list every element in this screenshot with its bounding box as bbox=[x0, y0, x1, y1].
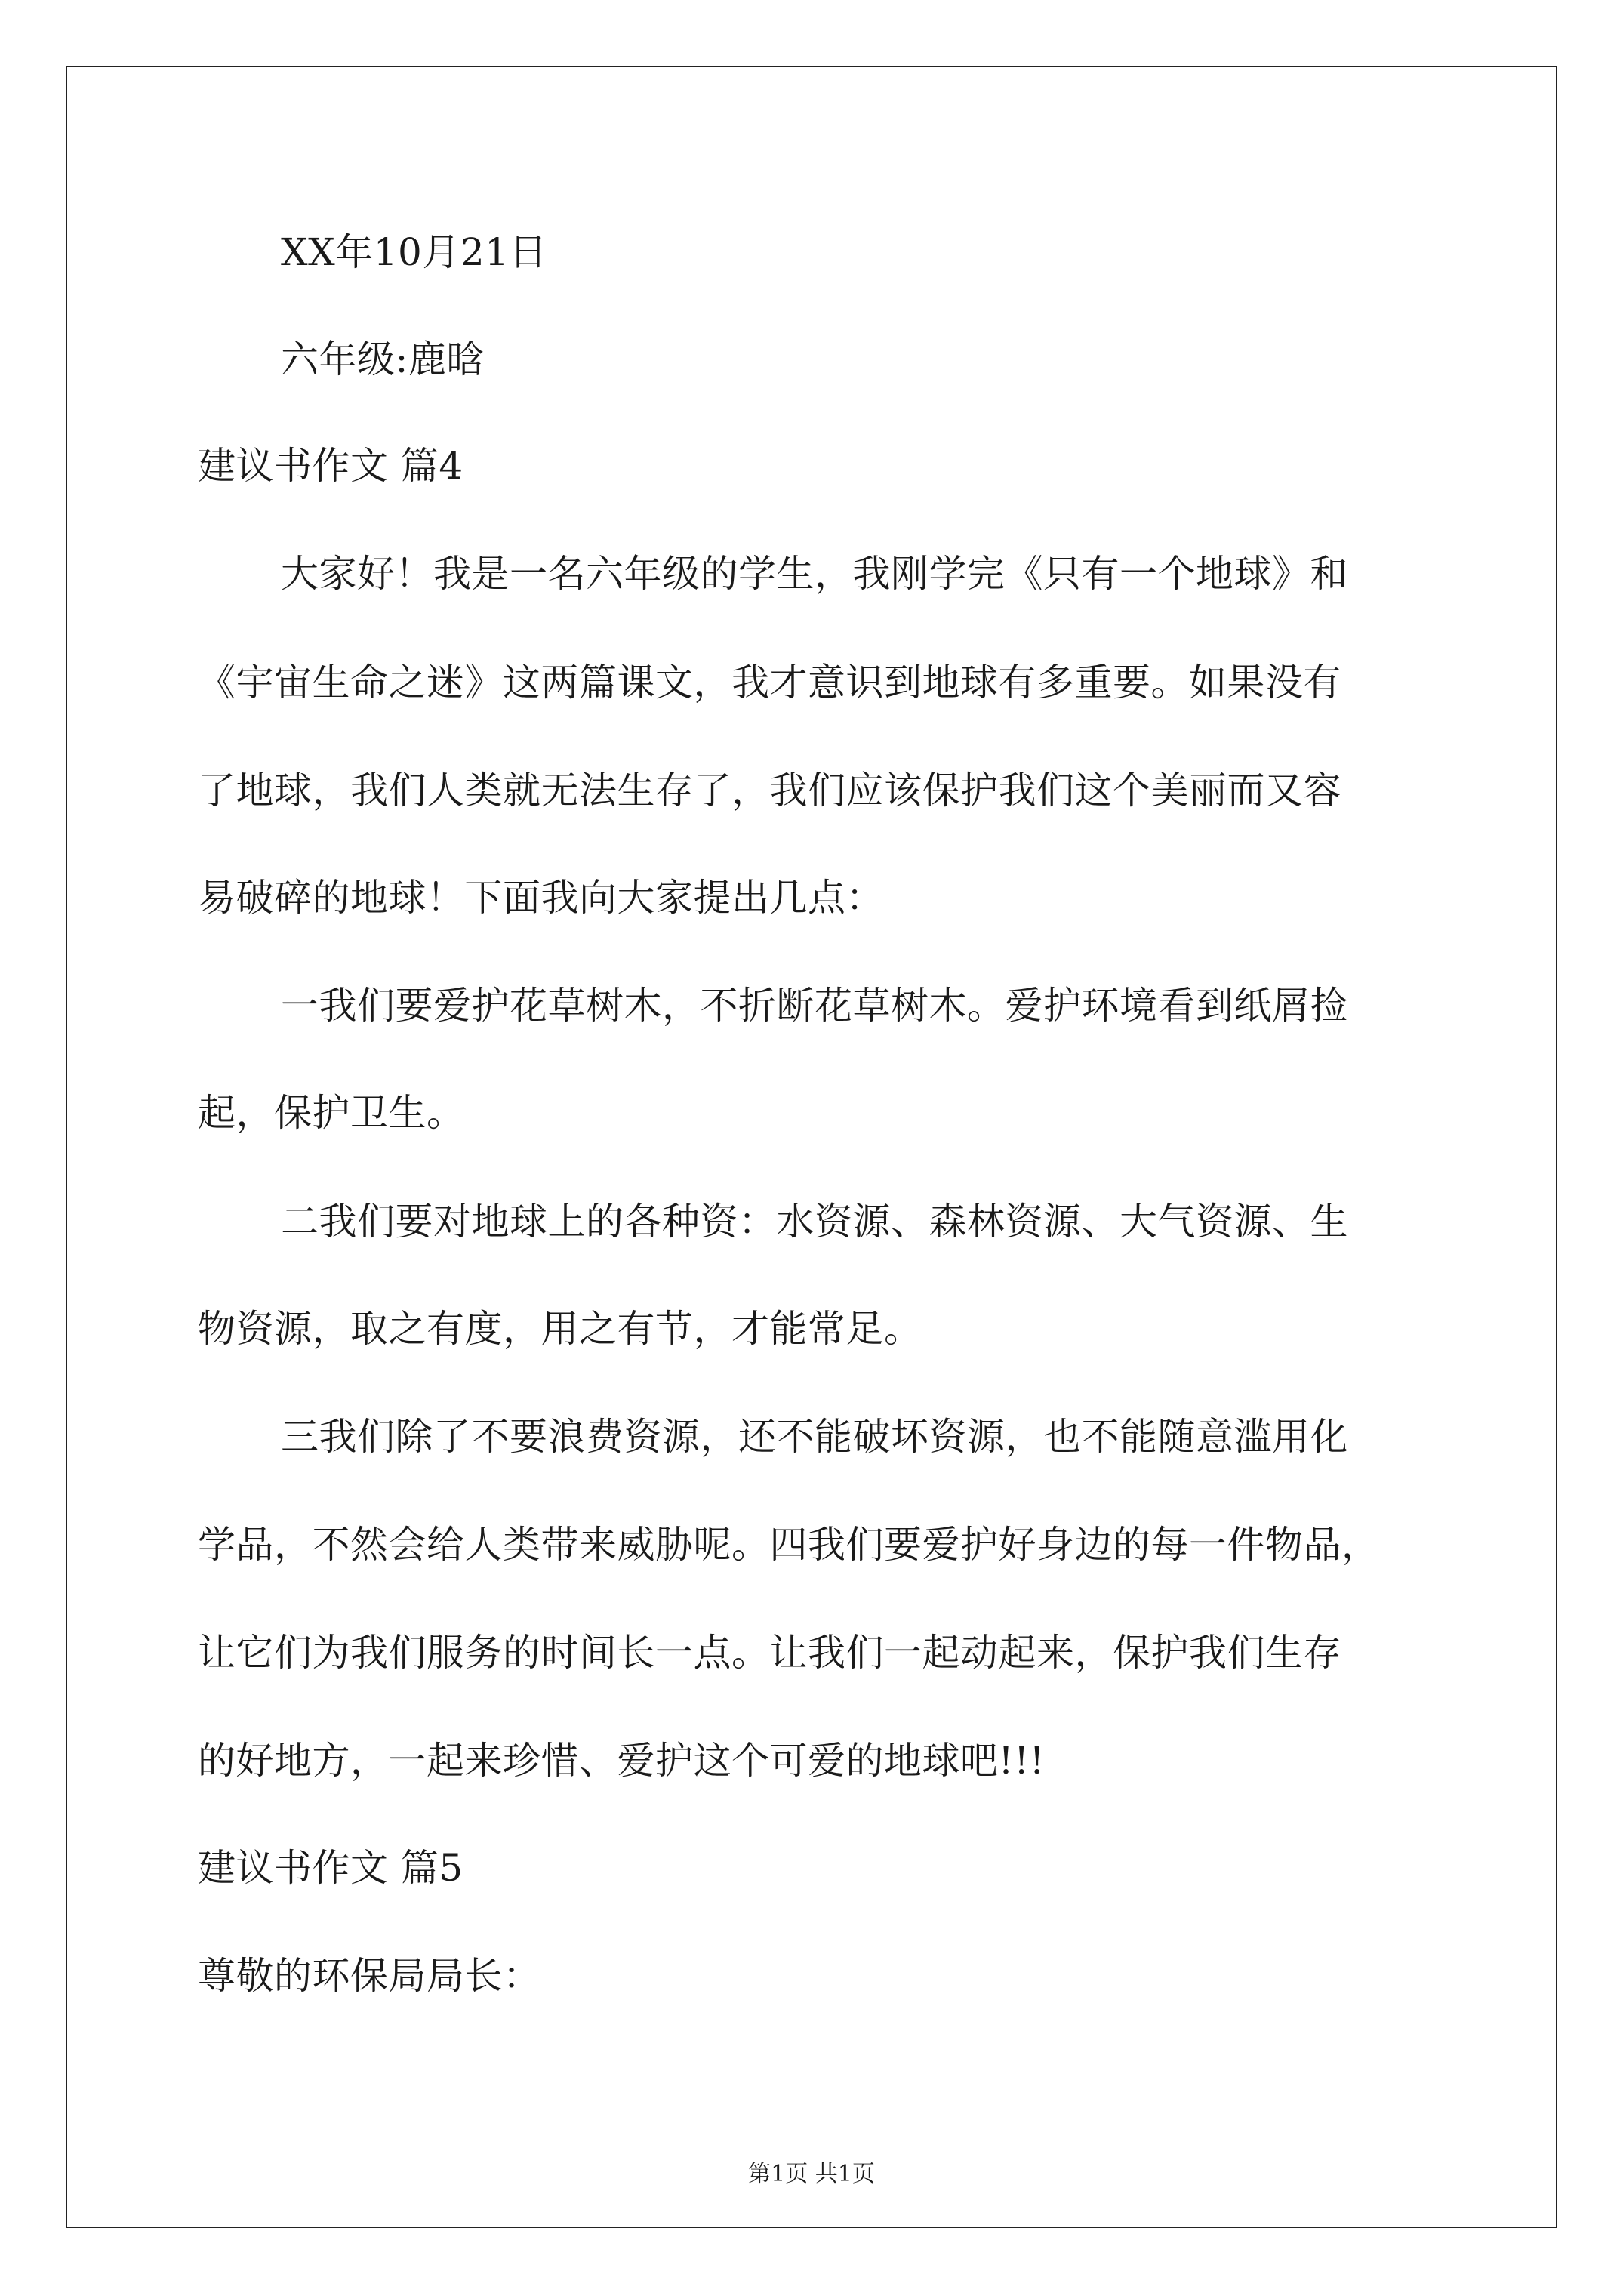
section-heading-4: 建议书作文 篇4 bbox=[198, 444, 463, 488]
paragraph-line: 三我们除了不要浪费资源，还不能破坏资源，也不能随意滥用化 bbox=[281, 1415, 1348, 1459]
paragraph-line: 物资源，取之有度，用之有节，才能常足。 bbox=[198, 1307, 922, 1351]
paragraph-line: 学品，不然会给人类带来威胁呢。四我们要爱护好身边的每一件物品， bbox=[198, 1523, 1380, 1567]
paragraph-line: 大家好！我是一名六年级的学生，我刚学完《只有一个地球》和 bbox=[281, 552, 1348, 596]
paragraph-line: 二我们要对地球上的各种资：水资源、森林资源、大气资源、生 bbox=[281, 1200, 1348, 1244]
signature-line: 六年级:鹿晗 bbox=[281, 337, 485, 381]
paragraph-line: 《宇宙生命之迷》这两篇课文，我才意识到地球有多重要。如果没有 bbox=[198, 661, 1341, 704]
page-border bbox=[66, 66, 1557, 2228]
paragraph-line: 让它们为我们服务的时间长一点。让我们一起动起来，保护我们生存 bbox=[198, 1631, 1341, 1675]
salutation-line: 尊敬的环保局局长： bbox=[198, 1954, 541, 1998]
paragraph-line: 一我们要爱护花草树木，不折断花草树木。爱护环境看到纸屑捡 bbox=[281, 984, 1348, 1028]
date-line: XX年10月21日 bbox=[281, 230, 547, 274]
section-heading-5: 建议书作文 篇5 bbox=[198, 1846, 463, 1890]
page-footer: 第1页 共1页 bbox=[748, 2161, 875, 2187]
paragraph-line: 的好地方，一起来珍惜、爱护这个可爱的地球吧!!! bbox=[198, 1739, 1046, 1783]
paragraph-line: 了地球，我们人类就无法生存了，我们应该保护我们这个美丽而又容 bbox=[198, 769, 1341, 812]
paragraph-line: 起，保护卫生。 bbox=[198, 1091, 465, 1135]
paragraph-line: 易破碎的地球！下面我向大家提出几点： bbox=[198, 876, 884, 920]
